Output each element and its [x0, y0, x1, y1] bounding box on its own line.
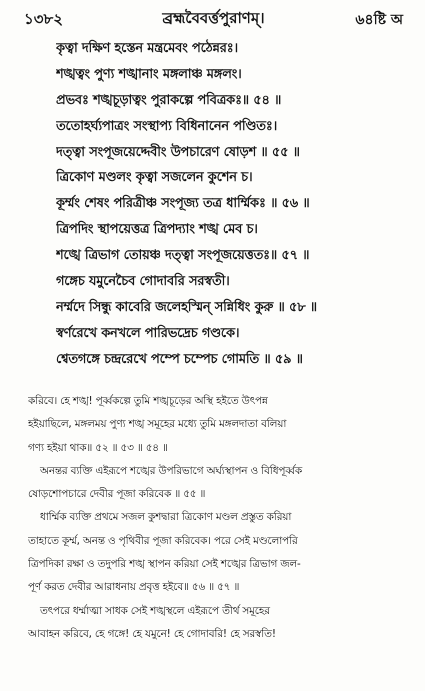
translation-line: করিবে। হে শঙ্খ! পূর্ব্বকল্পে তুমি শঙ্খচূড়ের অস্থি হইতে উৎপন্ন: [28, 395, 268, 407]
verse-line: গঙ্গেচ যমুনেচৈব গোদাবরি সরস্বতী।: [56, 274, 230, 290]
verse-line: স্বর্ণরেখে কনখলে পারিভদ্রেচ গণ্ডকে।: [56, 325, 240, 341]
running-title: ব্রহ্মবৈবর্ত্তপুরাণম্‌।: [162, 9, 265, 27]
translation-line: তৎপরে ধর্ম্মাত্মা সাধক সেই শঙ্খস্থলে এইরূপে তীর্থ সমূহের: [40, 604, 270, 617]
translation-line: ত্রিপদিকা রক্ষা ও তদুপরি শঙ্খ স্থাপন করিয়া সেই শঙ্খের ত্রিভাগ জল-: [28, 558, 301, 571]
verse-line: দত্ত্বা সংপূজয়েদ্দেবীং উপচারেণ ষোড়শ ॥ ৫৫ ॥: [56, 144, 300, 160]
verse-line: শঙ্খে ত্রিভাগ তোয়ঞ্চ দত্ত্বা সংপূজয়েত্ততঃ॥ ৫৭ ॥: [56, 248, 310, 264]
verse-line: শঙ্খত্বং পুণ্য শঙ্খানাং মঙ্গলাঞ্চ মঙ্গলং।: [56, 66, 242, 82]
verse-line: ত্রিপদিং স্থাপয়েত্তত্র ত্রিপদ্যাং শঙ্খ মেব চ।: [56, 222, 258, 238]
translation-line: অনন্তর ব্যক্তি এইরূপে শঙ্খের উপরিভাগে অর্ঘ্যস্থাপন ও বিধিপূর্ব্বক: [40, 464, 302, 477]
verse-line: প্রভবঃ শঙ্খচূড়াত্বং পুরাকল্পে পবিত্রকঃ॥ ৫৪ ॥: [56, 92, 282, 108]
bengali-translation: [28, 390, 414, 646]
verse-line: কৃত্বা দক্ষিণ হস্তেন মন্ত্রমেবং পঠেন্নরঃ।: [56, 41, 238, 56]
page-number: ১৩৮২: [24, 10, 63, 28]
translation-line: হইয়াছিলে, মঙ্গলময় পুণ্য শঙ্খ সমূহের মধ্যে তুমি মঙ্গলদাতা বলিয়া: [28, 418, 287, 431]
verse-line: ত্রিকোণ মণ্ডলং কৃত্বা সজলেন কুশেন চ।: [56, 170, 253, 186]
sanskrit-verses: [56, 36, 416, 373]
section-divider: [28, 385, 401, 386]
page-header: [24, 6, 403, 32]
chapter-label: ৬৪ষ্টি অ: [355, 12, 403, 28]
translation-line: পূর্ণ করত দেবীর আরাধনায় প্রবৃত্ত হইবে॥ ৫৬ ॥ ৫৭ ॥: [28, 581, 240, 594]
translation-line: ষোড়শোপচারে দেবীর পূজা করিবেক ॥ ৫৫ ॥: [28, 488, 206, 501]
verse-line: ততোহর্ঘ্যপাত্রং সংস্থাপ্য বিধিনানেন পণ্ডিতঃ।: [56, 118, 278, 134]
translation-line: ধার্ম্মিক ব্যক্তি প্রথমে সজল কুশদ্বারা ত্রিকোণ মণ্ডল প্রস্তুত করিয়া: [40, 511, 292, 524]
translation-line: গণ্য হইয়া থাক॥ ৫২ ॥ ৫৩ ॥ ৫৪ ॥: [28, 441, 168, 454]
verse-line: শ্বেতগঙ্গে চন্দ্ররেখে পম্পে চম্পেচ গোমতি ॥ ৫৯ ॥: [56, 351, 303, 367]
translation-line: তাহাতে কূর্ম্ম, অনন্ত ও পৃথিবীর পূজা করিবেক। পরে সেই মণ্ডলোপরি: [28, 534, 298, 547]
translation-line: আবাহন করিবে, হে গঙ্গে! হে যমুনে! হে গোদাবরি! হে সরস্বতি!: [28, 627, 276, 640]
verse-line: নর্ম্মদে সিন্ধু কাবেরি জলেহস্মিন্ সন্নিধিং কুরু ॥ ৫৮ ॥: [56, 299, 317, 315]
verse-line: কূর্ম্মং শেষং পরিত্রীঞ্চ সংপূজ্য তত্র ধার্ম্মিকঃ ॥ ৫৬ ॥: [56, 196, 310, 212]
